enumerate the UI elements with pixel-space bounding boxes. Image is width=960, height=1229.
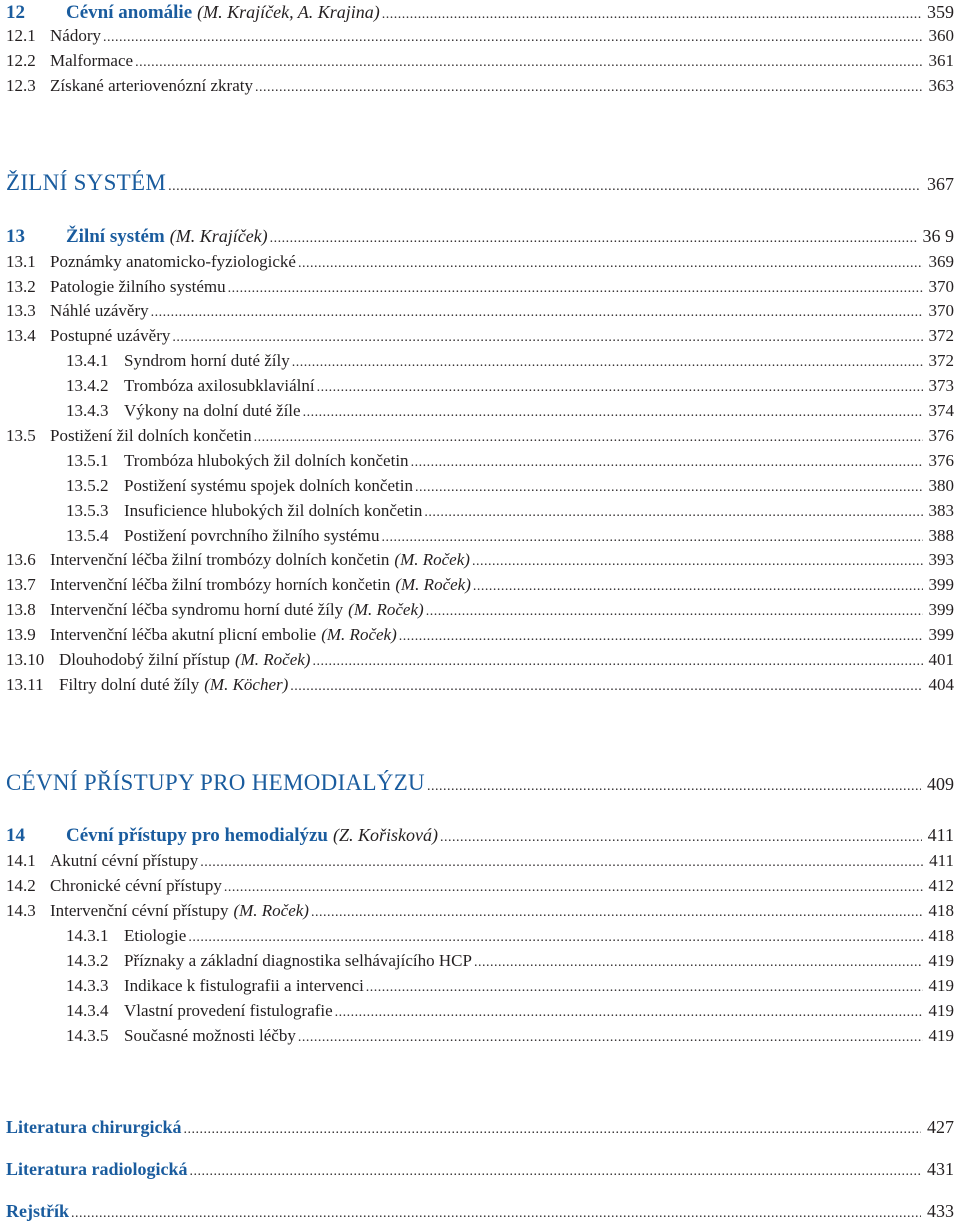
subsection-number: 13.5.1: [66, 451, 109, 470]
section-number: 12.2: [6, 51, 36, 70]
leader-dots: [440, 827, 922, 849]
section-author: (M. Köcher): [204, 675, 289, 694]
section-number: 13.6: [6, 550, 36, 569]
page-number: 372: [928, 351, 954, 370]
section-number: 12.1: [6, 26, 36, 45]
toc-subsection-13-4-1[interactable]: [66, 350, 954, 374]
section-number: 13.3: [6, 301, 36, 320]
toc-literatura-chirurgicka[interactable]: [6, 1116, 954, 1141]
toc-literatura-radiologicka[interactable]: [6, 1158, 954, 1183]
page-number: 409: [927, 774, 954, 794]
part-title: CÉVNÍ PŘÍSTUPY PRO HEMODIALÝZU: [6, 770, 425, 795]
section-number: 13.5: [6, 426, 36, 445]
leader-dots: [366, 977, 923, 999]
leader-dots: [298, 253, 923, 275]
toc-subsection-14-3-4[interactable]: [66, 1000, 954, 1024]
toc-subsection-13-5-1[interactable]: [66, 450, 954, 474]
toc-section-14-2[interactable]: [6, 875, 954, 899]
subsection-number: 13.4.2: [66, 376, 109, 395]
toc-chapter-12[interactable]: [6, 1, 954, 26]
page-number: 412: [928, 876, 954, 895]
page-number: 360: [928, 26, 954, 45]
section-number: 13.1: [6, 252, 36, 271]
section-title: Akutní cévní přístupy: [50, 851, 199, 870]
toc-section-14-3[interactable]: [6, 900, 954, 924]
toc-subsection-13-5-4[interactable]: [66, 525, 954, 549]
toc-section-13-2[interactable]: [6, 276, 954, 300]
section-title: Intervenční cévní přístupy: [50, 901, 229, 920]
leader-dots: [472, 551, 923, 573]
leader-dots: [183, 1119, 921, 1141]
page-number: 419: [928, 1026, 954, 1045]
section-title: Filtry dolní duté žíly: [59, 675, 200, 694]
page-number: 370: [928, 301, 954, 320]
section-title: Malformace: [50, 51, 134, 70]
leader-dots: [317, 377, 923, 399]
leader-dots: [411, 452, 923, 474]
page-number: 419: [928, 951, 954, 970]
page-number: 388: [928, 526, 954, 545]
leader-dots: [228, 278, 923, 300]
toc-section-13-5[interactable]: [6, 425, 954, 449]
toc-section-12-1[interactable]: [6, 25, 954, 49]
toc-section-13-11[interactable]: [6, 674, 954, 698]
toc-subsection-14-3-3[interactable]: [66, 975, 954, 999]
leader-dots: [290, 676, 922, 698]
backmatter-title: Literatura chirurgická: [6, 1117, 182, 1137]
leader-dots: [335, 1002, 923, 1024]
leader-dots: [474, 952, 923, 974]
chapter-title: Cévní anomálie: [66, 2, 193, 23]
page-number: 431: [927, 1159, 954, 1179]
leader-dots: [135, 52, 922, 74]
toc-part-zilni-system[interactable]: [6, 172, 954, 198]
page-number: 419: [928, 1001, 954, 1020]
leader-dots: [426, 601, 923, 623]
page-number: 370: [928, 277, 954, 296]
subsection-title: Současné možnosti léčby: [124, 1026, 296, 1045]
page-number: 367: [927, 174, 954, 194]
subsection-title: Postižení povrchního žilního systému: [124, 526, 380, 545]
subsection-title: Insuficience hlubokých žil dolních končetin: [124, 501, 423, 520]
subsection-number: 14.3.1: [66, 926, 109, 945]
section-number: 12.3: [6, 76, 36, 95]
subsection-number: 13.4.3: [66, 401, 109, 420]
page-number: 418: [928, 901, 954, 920]
section-author: (M. Roček): [234, 650, 311, 669]
toc-section-13-3[interactable]: [6, 300, 954, 324]
subsection-number: 14.3.5: [66, 1026, 109, 1045]
section-author: (M. Roček): [348, 600, 424, 619]
backmatter-title: Literatura radiologická: [6, 1159, 188, 1179]
toc-part-hemodialyza[interactable]: [6, 772, 954, 798]
section-author: (M. Roček): [395, 575, 471, 594]
page-number: 361: [928, 51, 954, 70]
page-number: 36 9: [922, 226, 954, 246]
toc-subsection-13-4-3[interactable]: [66, 400, 954, 424]
toc-rejstrik[interactable]: [6, 1200, 954, 1225]
section-title: Patologie žilního systému: [50, 277, 226, 296]
section-number: 13.4: [6, 326, 36, 345]
leader-dots: [168, 176, 921, 198]
leader-dots: [298, 1027, 923, 1049]
leader-dots: [200, 852, 923, 874]
toc-section-12-3[interactable]: [6, 75, 954, 99]
chapter-author: (M. Krajíček, A. Krajina): [197, 2, 380, 22]
page-number: 399: [928, 625, 954, 644]
subsection-title: Trombóza hlubokých žil dolních končetin: [124, 451, 409, 470]
section-title: Poznámky anatomicko-fyziologické: [50, 252, 296, 271]
subsection-number: 13.5.3: [66, 501, 109, 520]
section-title: Náhlé uzávěry: [50, 301, 149, 320]
page-number: 401: [928, 650, 954, 669]
leader-dots: [270, 228, 917, 250]
page-number: 418: [928, 926, 954, 945]
chapter-title: Žilní systém: [66, 226, 165, 247]
page-number: 376: [928, 426, 954, 445]
leader-dots: [415, 477, 923, 499]
toc-subsection-13-5-2[interactable]: [66, 475, 954, 499]
leader-dots: [427, 776, 921, 798]
subsection-number: 13.5.4: [66, 526, 109, 545]
page-number: 369: [928, 252, 954, 271]
section-number: 14.3: [6, 901, 36, 920]
chapter-author: (Z. Kořisková): [333, 825, 438, 845]
section-title: Nádory: [50, 26, 101, 45]
page-number: 359: [927, 2, 954, 22]
page-number: 376: [928, 451, 954, 470]
section-number: 14.1: [6, 851, 36, 870]
section-title: Intervenční léčba žilní trombózy dolních končetin: [50, 550, 390, 569]
page-number: 427: [927, 1117, 954, 1137]
section-title: Chronické cévní přístupy: [50, 876, 222, 895]
section-title: Postižení žil dolních končetin: [50, 426, 252, 445]
leader-dots: [424, 502, 922, 524]
leader-dots: [381, 527, 922, 549]
page-number: 363: [928, 76, 954, 95]
leader-dots: [224, 877, 923, 899]
toc-chapter-14[interactable]: [6, 824, 954, 849]
toc-section-12-2[interactable]: [6, 50, 954, 74]
toc-section-13-8[interactable]: [6, 599, 954, 623]
leader-dots: [151, 302, 923, 324]
toc-section-13-9[interactable]: [6, 624, 954, 648]
section-title: Postupné uzávěry: [50, 326, 171, 345]
page-number: 399: [928, 575, 954, 594]
leader-dots: [255, 77, 923, 99]
page-number: 433: [927, 1201, 954, 1221]
toc-section-13-10[interactable]: [6, 649, 954, 673]
toc-section-13-6[interactable]: [6, 549, 954, 573]
toc-chapter-13[interactable]: [6, 225, 954, 250]
chapter-number: 12: [6, 2, 25, 23]
section-title: Získané arteriovenózní zkraty: [50, 76, 253, 95]
section-number: 13.11: [6, 675, 44, 694]
chapter-number: 14: [6, 825, 25, 846]
page-number: 393: [928, 550, 954, 569]
subsection-title: Syndrom horní duté žíly: [124, 351, 290, 370]
toc-section-13-4[interactable]: [6, 325, 954, 349]
leader-dots: [382, 4, 921, 26]
subsection-title: Příznaky a základní diagnostika selhávajícího HCP: [124, 951, 472, 970]
section-title: Dlouhodobý žilní přístup: [59, 650, 230, 669]
toc-subsection-14-3-5[interactable]: [66, 1025, 954, 1049]
leader-dots: [312, 651, 922, 673]
page-number: 404: [928, 675, 954, 694]
page-number: 419: [928, 976, 954, 995]
toc-subsection-14-3-1[interactable]: [66, 925, 954, 949]
section-author: (M. Roček): [394, 550, 470, 569]
page-number: 380: [928, 476, 954, 495]
toc-section-13-1[interactable]: [6, 251, 954, 275]
section-number: 13.7: [6, 575, 36, 594]
chapter-title: Cévní přístupy pro hemodialýzu: [66, 825, 328, 846]
leader-dots: [189, 1161, 921, 1183]
chapter-author: (M. Krajíček): [169, 226, 268, 246]
leader-dots: [311, 902, 923, 924]
leader-dots: [254, 427, 923, 449]
page-number: 411: [927, 825, 954, 845]
part-title: ŽILNÍ SYSTÉM: [6, 170, 167, 195]
toc-subsection-13-4-2[interactable]: [66, 375, 954, 399]
subsection-number: 14.3.3: [66, 976, 109, 995]
chapter-number: 13: [6, 226, 25, 247]
subsection-number: 13.5.2: [66, 476, 109, 495]
leader-dots: [71, 1203, 921, 1225]
subsection-title: Indikace k fistulografii a intervenci: [124, 976, 364, 995]
section-title: Intervenční léčba syndromu horní duté žíly: [50, 600, 344, 619]
leader-dots: [473, 576, 923, 598]
section-title: Intervenční léčba akutní plicní embolie: [50, 625, 317, 644]
subsection-title: Etiologie: [124, 926, 187, 945]
leader-dots: [399, 626, 923, 648]
subsection-title: Výkony na dolní duté žíle: [124, 401, 301, 420]
page-number: 399: [928, 600, 954, 619]
page-number: 411: [929, 851, 954, 870]
section-number: 13.2: [6, 277, 36, 296]
subsection-title: Trombóza axilosubklaviální: [124, 376, 315, 395]
section-title: Intervenční léčba žilní trombózy horních končetin: [50, 575, 391, 594]
leader-dots: [103, 27, 923, 49]
subsection-number: 14.3.4: [66, 1001, 109, 1020]
section-number: 13.8: [6, 600, 36, 619]
subsection-number: 14.3.2: [66, 951, 109, 970]
section-author: (M. Roček): [321, 625, 397, 644]
leader-dots: [303, 402, 923, 424]
leader-dots: [292, 352, 923, 374]
page-number: 373: [928, 376, 954, 395]
section-author: (M. Roček): [233, 901, 309, 920]
toc-subsection-14-3-2[interactable]: [66, 950, 954, 974]
page-number: 383: [928, 501, 954, 520]
page-number: 374: [928, 401, 954, 420]
toc-subsection-13-5-3[interactable]: [66, 500, 954, 524]
toc-section-13-7[interactable]: [6, 574, 954, 598]
subsection-title: Postižení systému spojek dolních končetin: [124, 476, 413, 495]
section-number: 14.2: [6, 876, 36, 895]
subsection-number: 13.4.1: [66, 351, 109, 370]
backmatter-title: Rejstřík: [6, 1201, 69, 1221]
section-number: 13.9: [6, 625, 36, 644]
leader-dots: [188, 927, 922, 949]
section-number: 13.10: [6, 650, 45, 669]
toc-section-14-1[interactable]: [6, 850, 954, 874]
leader-dots: [172, 327, 922, 349]
page-number: 372: [928, 326, 954, 345]
subsection-title: Vlastní provedení fistulografie: [124, 1001, 333, 1020]
